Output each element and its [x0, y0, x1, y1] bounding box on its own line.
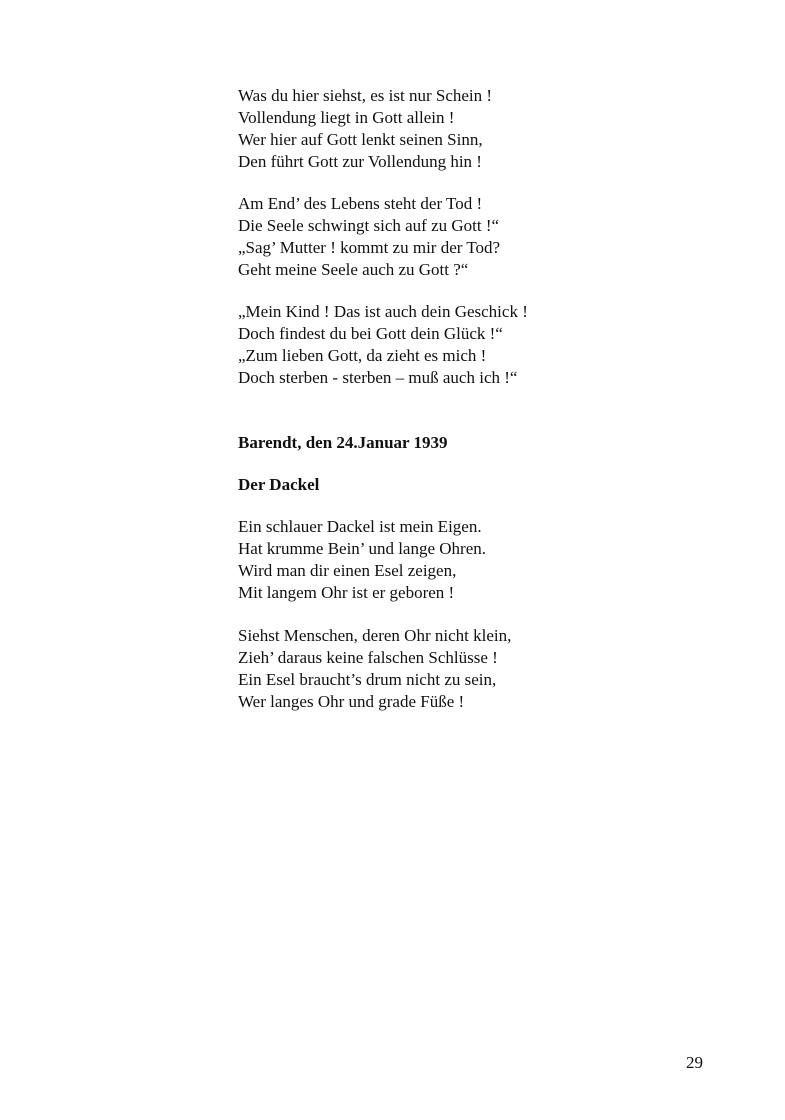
poem-line: Zieh’ daraus keine falschen Schlüsse ! — [238, 648, 498, 667]
dackel-stanza-1 — [238, 516, 486, 604]
poem-line: Ein schlauer Dackel ist mein Eigen. — [238, 517, 482, 536]
poem-line: Siehst Menschen, deren Ohr nicht klein, — [238, 626, 512, 645]
page-number: 29 — [686, 1053, 703, 1072]
poem-line: Am End’ des Lebens steht der Tod ! — [238, 194, 483, 213]
poem-line: Doch findest du bei Gott dein Glück !“ — [238, 324, 503, 343]
poem-line: Mit langem Ohr ist er geboren ! — [238, 583, 455, 602]
poem-stanza-3 — [238, 301, 528, 389]
poem-line: „Sag’ Mutter ! kommt zu mir der Tod? — [238, 238, 501, 257]
poem-line: „Mein Kind ! Das ist auch dein Geschick ! — [238, 302, 528, 321]
poem-stanza-2 — [238, 193, 500, 281]
poem-line: Wird man dir einen Esel zeigen, — [238, 561, 457, 580]
poem-title: Der Dackel — [238, 475, 320, 494]
poem-line: Wer hier auf Gott lenkt seinen Sinn, — [238, 130, 483, 149]
poem-line: Vollendung liegt in Gott allein ! — [238, 108, 455, 127]
poem-line: Die Seele schwingt sich auf zu Gott !“ — [238, 216, 500, 235]
poem-line: Ein Esel braucht’s drum nicht zu sein, — [238, 670, 497, 689]
poem-line: Geht meine Seele auch zu Gott ?“ — [238, 260, 469, 279]
dateline-heading: Barendt, den 24.Januar 1939 — [238, 433, 448, 452]
poem-line: Wer langes Ohr und grade Füße ! — [238, 692, 465, 711]
poem-line: Doch sterben - sterben – muß auch ich !“ — [238, 368, 518, 387]
poem-stanza-1 — [238, 85, 492, 173]
poem-line: Hat krumme Bein’ und lange Ohren. — [238, 539, 487, 558]
poem-line: „Zum lieben Gott, da zieht es mich ! — [238, 346, 487, 365]
poem-line: Den führt Gott zur Vollendung hin ! — [238, 152, 482, 171]
poem-line: Was du hier siehst, es ist nur Schein ! — [238, 86, 493, 105]
dackel-stanza-2 — [238, 625, 511, 713]
